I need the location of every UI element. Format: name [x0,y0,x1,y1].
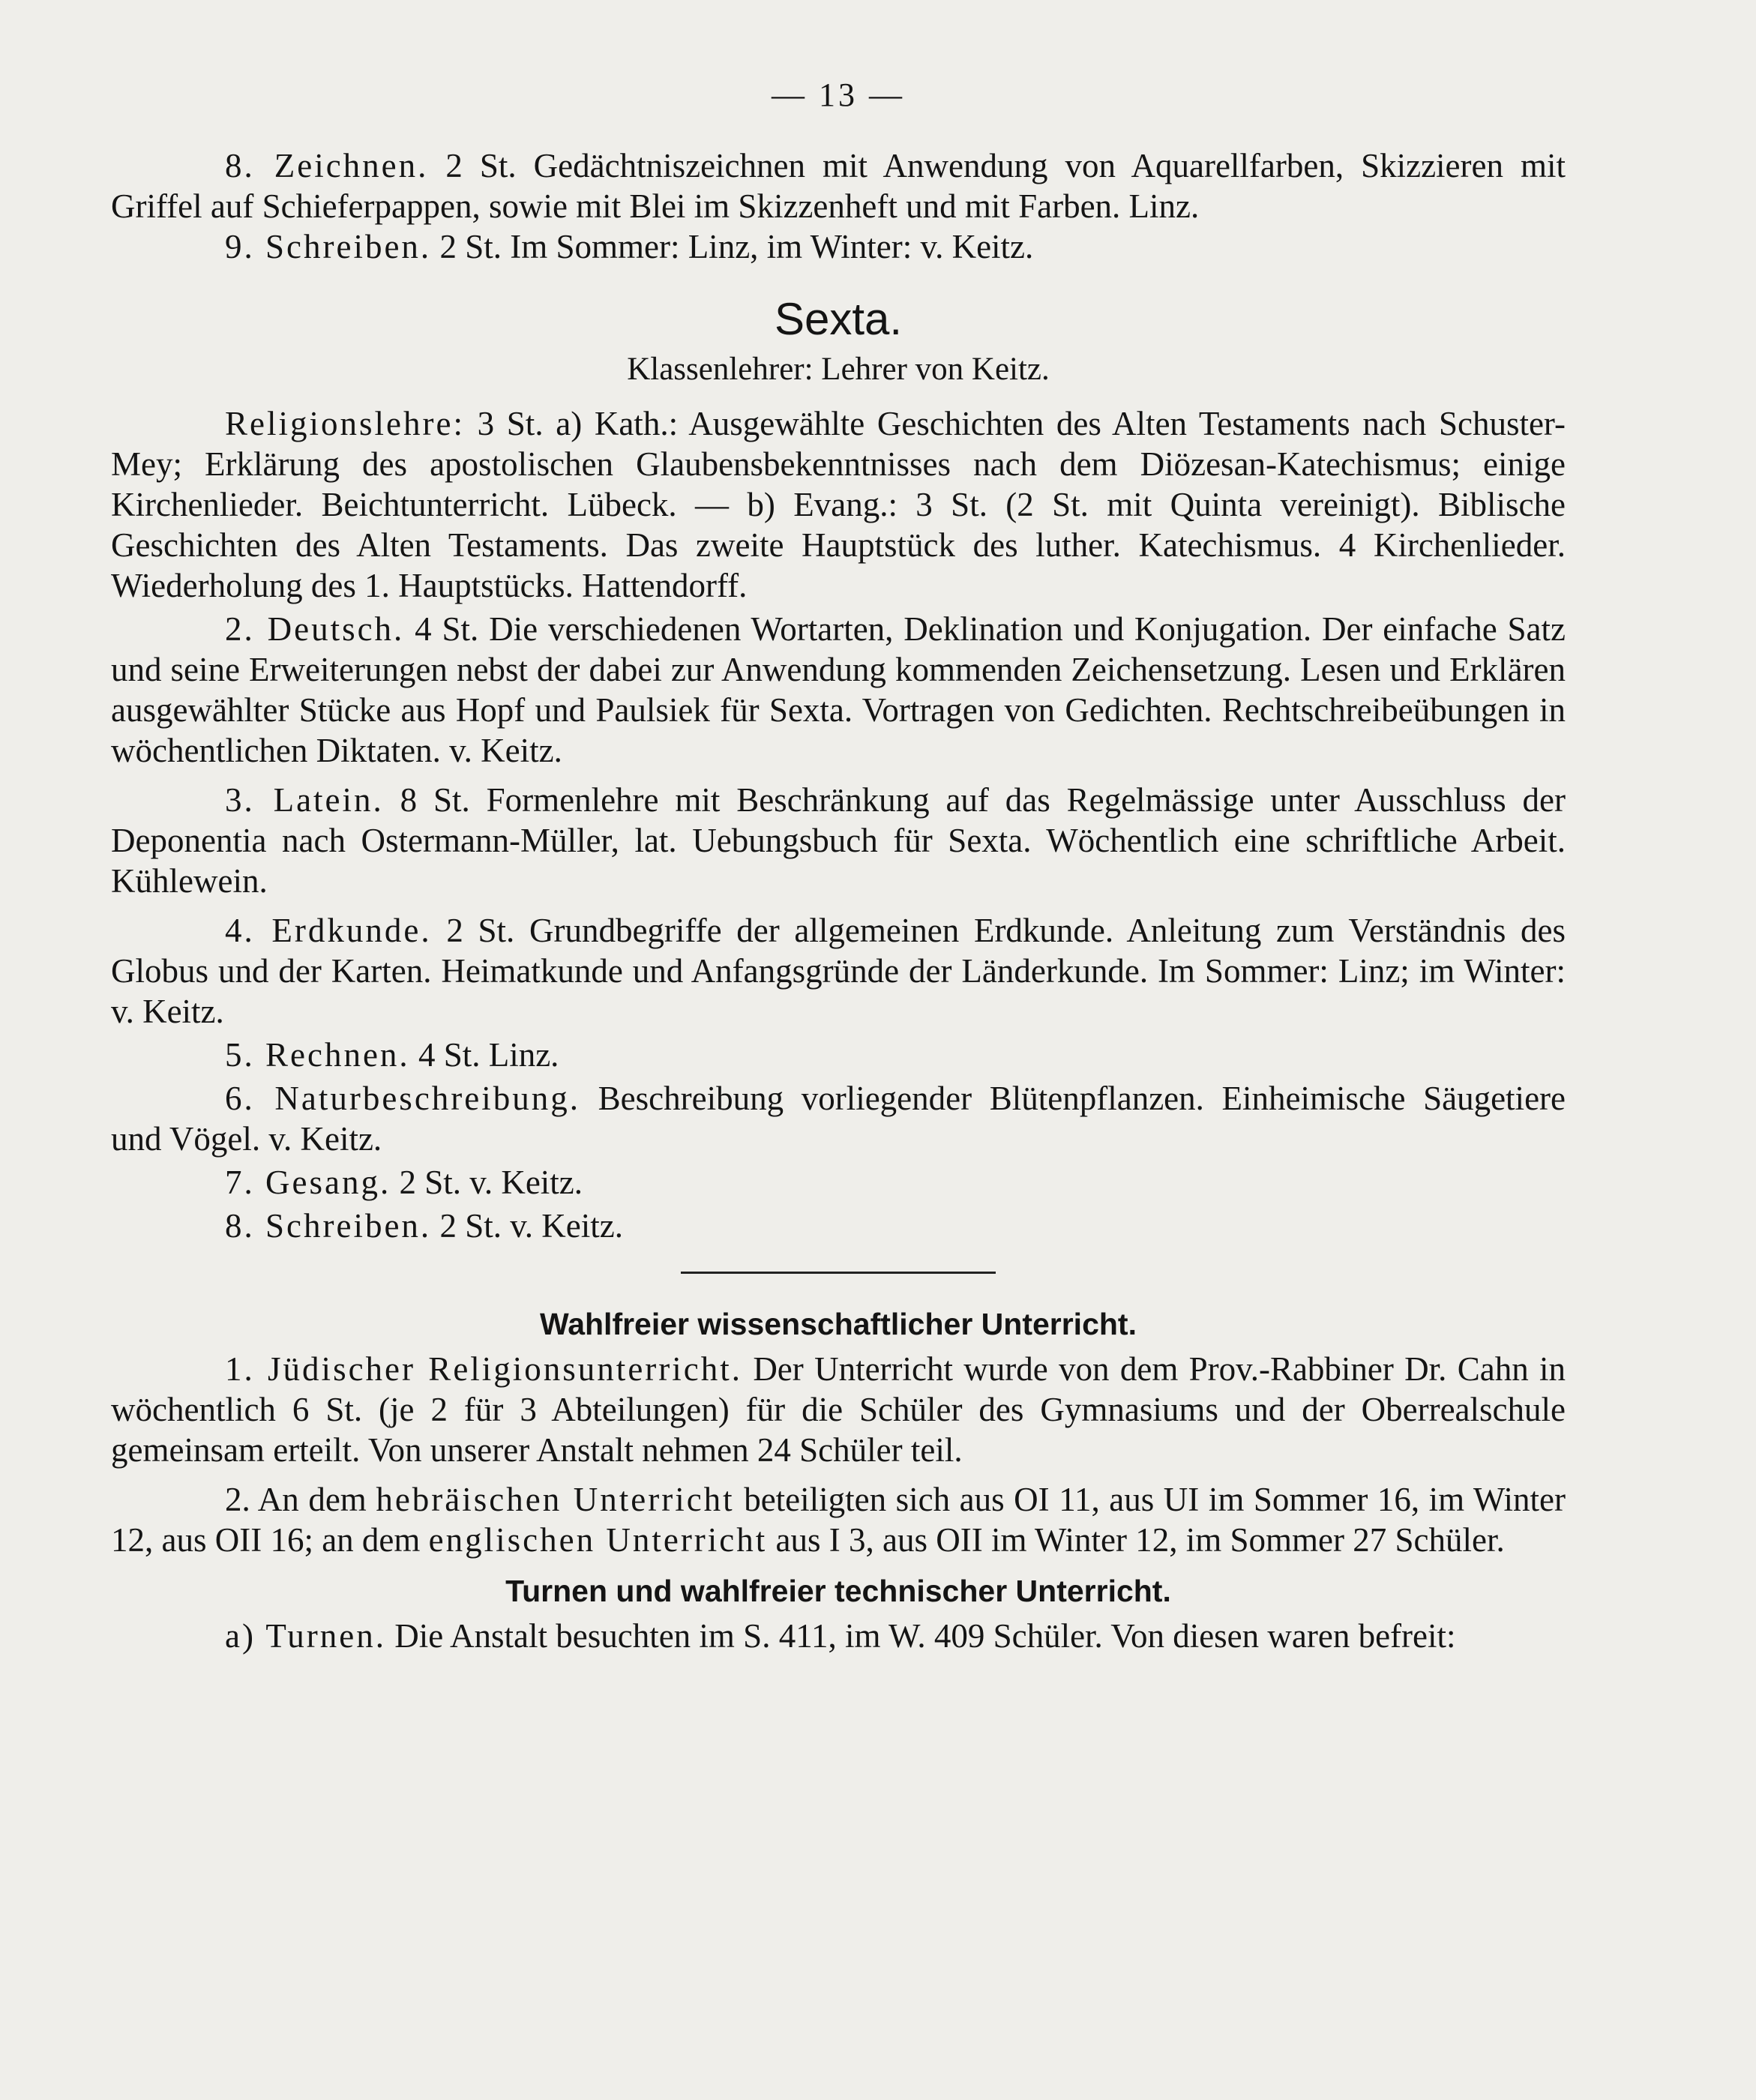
subject-title: 2. Deutsch. [225,610,405,648]
gym-heading: Turnen und wahlfreier technischer Unterricht. [505,1574,1171,1608]
text-column [111,75,1566,1656]
paragraph-religion [111,403,1566,606]
subject-text: 4 St. Linz. [418,1036,559,1074]
subject-text: 2 St. v. Keitz. [439,1207,623,1245]
subject-text: Die Anstalt besuchten im S. 411, im W. 409 Schüler. Von diesen waren befreit: [394,1617,1456,1655]
subject-text: 8 St. Formenlehre mit Beschränkung auf das Regelmässige unter Ausschluss der Deponentia nach Ostermann-Müller, lat. Uebungsbuch für Sexta. Wöchentlich eine schriftliche Arbeit. Kühlewein. [111,781,1566,900]
section-divider [681,1272,996,1274]
subject-text: 2 St. Im Sommer: Linz, im Winter: v. Keitz. [439,228,1034,265]
subject-title: hebräischen Unterricht [376,1481,735,1518]
subject-title: 8. Zeichnen. [225,147,429,184]
subject-text: aus I 3, aus OII im Winter 12, im Sommer 27 Schüler. [775,1521,1505,1559]
subject-text: 2 St. v. Keitz. [399,1164,583,1201]
subject-title: englischen Unterricht [428,1521,768,1559]
paragraph-nature [111,1078,1566,1159]
page-number: — 13 — [772,76,905,113]
class-teacher: Klassenlehrer: Lehrer von Keitz. [627,352,1050,387]
subject-text: 3 St. a) Kath.: Ausgewählte Geschichten des Alten Testaments nach Schuster-Mey; Erklärung des apostolischen Glaubensbekenntnisses nach dem Diözesan-Katechismus; einige Kirchenlieder. Beichtunterricht. Lübeck. — b) Evang.: 3 St. (2 St. mit Quinta vereinigt). Biblische Geschichten des Alten Testaments. Das zweite Hauptstück des luther. Katechismus. 4 Kirchenlieder. Wiederholung des 1. Hauptstücks. Hattendorff. [111,405,1566,604]
paragraph-gymnastics [111,1616,1566,1656]
paragraph-arithmetic [111,1035,1566,1075]
subject-title: a) Turnen. [225,1617,387,1655]
subject-title: 4. Erdkunde. [225,912,432,949]
paragraph-writing-sexta [111,1206,1566,1246]
section-heading: Sexta. [774,294,903,344]
subject-title: 9. Schreiben. [225,228,432,265]
paragraph-singing [111,1162,1566,1203]
subject-title: 7. Gesang. [225,1164,391,1201]
subject-text: 4 St. Die verschiedenen Wortarten, Deklination und Konjugation. Der einfache Satz und seine Erweiterungen nebst der dabei zur Anwendung kommenden Zeichensetzung. Lesen und Erklären ausgewählter Stücke aus Hopf und Paulsiek für Sexta. Vortragen von Gedichten. Rechtschreibeübungen in wöchentlichen Diktaten. v. Keitz. [111,610,1566,769]
paragraph-jewish-religion [111,1349,1566,1470]
subject-text: Beschreibung vorliegender Blütenpflanzen. Einheimische Säugetiere und Vögel. v. Keitz. [111,1080,1566,1158]
subject-title: 5. Rechnen. [225,1036,410,1074]
subject-text: beteiligten sich aus OI 11, aus UI im Sommer 16, im Winter 12, aus OII 16; an dem [111,1481,1566,1559]
elective-heading: Wahlfreier wissenschaftlicher Unterricht. [540,1307,1137,1341]
subject-text: 2 St. Gedächtniszeichnen mit Anwendung von Aquarellfarben, Skizzieren mit Griffel auf Schieferpappen, sowie mit Blei im Skizzenheft und mit Farben. Linz. [111,147,1566,225]
paragraph-latin [111,780,1566,901]
subject-text: 2. An dem [225,1481,367,1518]
subject-title: 3. Latein. [225,781,384,819]
subject-text: Der Unterricht wurde von dem Prov.-Rabbiner Dr. Cahn in wöchentlich 6 St. (je 2 für 3 Abteilungen) für die Schüler des Gymnasiums und der Oberrealschule gemeinsam erteilt. Von unserer Anstalt nehmen 24 Schüler teil. [111,1350,1566,1469]
subject-title: 8. Schreiben. [225,1207,432,1245]
subject-title: Religionslehre: [225,405,465,442]
subject-text: 2 St. Grundbegriffe der allgemeinen Erdkunde. Anleitung zum Verständnis des Globus und der Karten. Heimatkunde und Anfangsgründe der Länderkunde. Im Sommer: Linz; im Winter: v. Keitz. [111,912,1566,1030]
subject-title: 1. Jüdischer Religionsunterricht. [225,1350,742,1388]
subject-title: 6. Naturbeschreibung. [225,1080,581,1117]
paragraph-drawing [111,145,1566,226]
paragraph-geography [111,910,1566,1032]
paragraph-writing [111,226,1566,267]
paragraph-german [111,609,1566,771]
paragraph-languages [111,1479,1566,1560]
